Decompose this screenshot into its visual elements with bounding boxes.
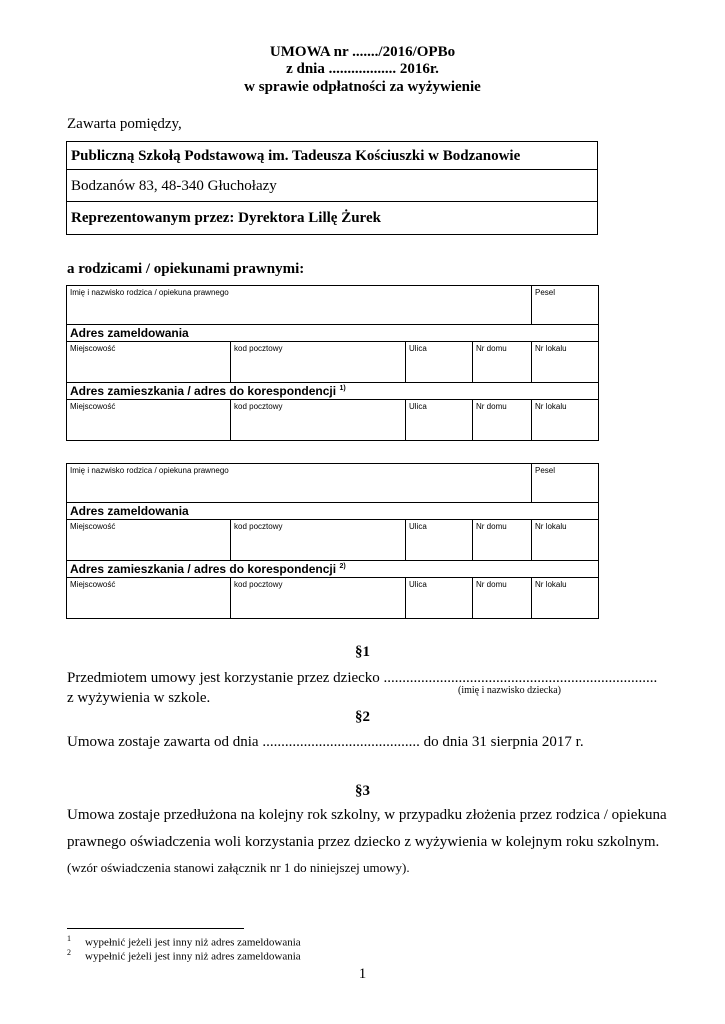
school-name: Publiczną Szkołą Podstawową im. Tadeusza Kościuszki w Bodzanowie xyxy=(67,142,597,170)
section-1-text-cont: z wyżywienia w szkole. xyxy=(67,690,211,706)
city-field[interactable]: Miejscowość xyxy=(67,400,231,441)
apartment-number-field[interactable]: Nr lokalu xyxy=(532,520,599,561)
parent-form-1 xyxy=(66,285,599,441)
apartment-number-field[interactable]: Nr lokalu xyxy=(532,342,599,383)
pesel-field[interactable] xyxy=(532,286,599,325)
postal-code-field[interactable]: kod pocztowy xyxy=(231,342,406,383)
child-name-hint: (imię i nazwisko dziecka) xyxy=(458,685,562,696)
postal-code-field[interactable]: kod pocztowy xyxy=(231,400,406,441)
section-3-note: (wzór oświadczenia stanowi załącznik nr 1 do niniejszej umowy). xyxy=(67,860,410,875)
apartment-number-field[interactable]: Nr lokalu xyxy=(532,400,599,441)
contract-subject: w sprawie odpłatności za wyżywienie xyxy=(244,79,481,95)
street-field[interactable]: Ulica xyxy=(406,578,473,619)
registered-address-heading: Adres zameldowania xyxy=(67,325,599,342)
pesel-field[interactable] xyxy=(532,464,599,503)
city-field[interactable]: Miejscowość xyxy=(67,578,231,619)
residence-address-heading: Adres zamieszkania / adres do korespondencji $^{2)}$ xyxy=(67,561,599,578)
contract-date: z dnia .................. 2016r. xyxy=(286,61,439,77)
pesel-label: Pesel xyxy=(535,466,556,475)
section-1-text: Przedmiotem umowy jest korzystanie przez dziecko ......................................................................... xyxy=(67,670,658,686)
apartment-number-field[interactable]: Nr lokalu xyxy=(532,578,599,619)
school-address: Bodzanów 83, 48-340 Głuchołazy xyxy=(67,170,597,202)
school-representative: Reprezentowanym przez: Dyrektora Lillę Żurek xyxy=(71,210,381,226)
pesel-label: Pesel xyxy=(535,288,556,297)
section-3-text-cont: prawnego oświadczenia woli korzystania przez dziecko z wyżywienia w kolejnym roku szkolnym. xyxy=(67,834,660,850)
section-1-title: §1 xyxy=(355,644,370,660)
section-2-text: Umowa zostaje zawarta od dnia .......................................... do dnia 31 sierpnia 2017 r. xyxy=(67,734,584,750)
city-field[interactable]: Miejscowość xyxy=(67,342,231,383)
parent-name-field[interactable] xyxy=(67,464,532,503)
house-number-field[interactable]: Nr domu xyxy=(473,400,532,441)
city-field[interactable]: Miejscowość xyxy=(67,520,231,561)
parents-heading: a rodzicami / opiekunami prawnymi: xyxy=(67,261,305,277)
parent-form-2 xyxy=(66,463,599,619)
street-field[interactable]: Ulica xyxy=(406,400,473,441)
postal-code-field[interactable]: kod pocztowy xyxy=(231,578,406,619)
street-field[interactable]: Ulica xyxy=(406,520,473,561)
house-number-field[interactable]: Nr domu xyxy=(473,520,532,561)
footnote-divider xyxy=(67,928,244,929)
footnote-ref-1: 1) xyxy=(339,385,346,392)
section-3-title: §3 xyxy=(355,783,370,799)
footnote-1: $^1$ wypełnić jeżeli jest inny niż adres zameldowania xyxy=(67,934,301,949)
intro-text: Zawarta pomiędzy, xyxy=(67,116,182,132)
registered-address-heading: Adres zameldowania xyxy=(67,503,599,520)
house-number-field[interactable]: Nr domu xyxy=(473,578,532,619)
school-party-box xyxy=(66,141,598,235)
parent-name-label: Imię i nazwisko rodzica / opiekuna prawnego xyxy=(70,288,229,297)
parent-name-field[interactable] xyxy=(67,286,532,325)
parent-name-label: Imię i nazwisko rodzica / opiekuna prawnego xyxy=(70,466,229,475)
page-number: 1 xyxy=(358,966,367,982)
street-field[interactable]: Ulica xyxy=(406,342,473,383)
residence-address-heading: Adres zamieszkania / adres do korespondencji $^{1)}$ xyxy=(67,383,599,400)
house-number-field[interactable]: Nr domu xyxy=(473,342,532,383)
postal-code-field[interactable]: kod pocztowy xyxy=(231,520,406,561)
footnote-2: $^2$ wypełnić jeżeli jest inny niż adres zameldowania xyxy=(67,948,301,963)
section-3-text: Umowa zostaje przedłużona na kolejny rok szkolny, w przypadku złożenia przez rodzica / opiekuna xyxy=(67,807,667,823)
section-2-title: §2 xyxy=(355,709,370,725)
footnote-ref-2: 2) xyxy=(339,563,346,570)
contract-title: UMOWA nr ......./2016/OPBo xyxy=(269,44,456,60)
